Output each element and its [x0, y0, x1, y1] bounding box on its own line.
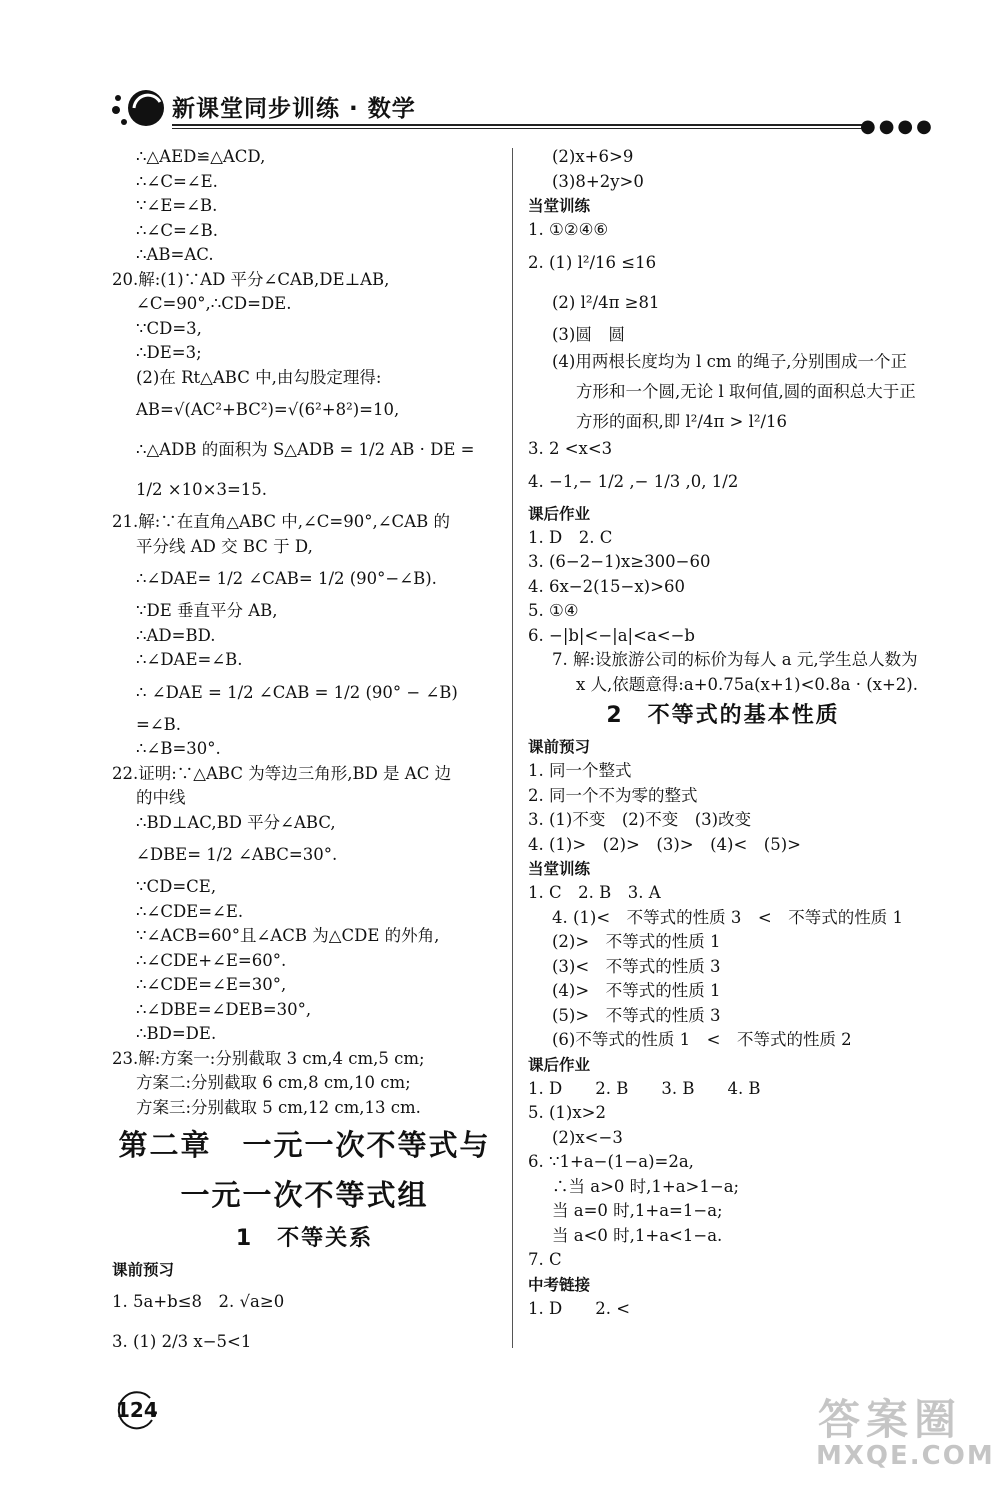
text-line: 方案二:分别截取 6 cm,8 cm,10 cm; — [136, 1073, 411, 1092]
text-line: 5. (1)x>2 — [528, 1103, 606, 1122]
text-line: (2)在 Rt△ABC 中,由勾股定理得: — [136, 367, 382, 387]
text-paragraph: 7. 解:设旅游公司的标价为每人 a 元,学生总人数为 x 人,依题意得:a+0.75a(x+1)<0.8a · (x+2). — [552, 650, 918, 694]
text-line: ∴∠C=∠B. — [136, 220, 218, 240]
text-line: ∵CD=3, — [136, 318, 202, 338]
lesson-title: 1 不等关系 — [235, 1226, 374, 1251]
text-line: ∴△AED≌△ACD, — [136, 147, 266, 166]
text-line: 当 a<0 时,1+a<1−a. — [552, 1225, 723, 1245]
book-logo-icon — [110, 84, 170, 130]
text-line: 1. D 2. C — [528, 527, 613, 547]
text-line: ∴∠DBE=∠DEB=30°, — [136, 999, 312, 1019]
page-header — [100, 82, 935, 137]
text-line: 6. −|b|<−|a|<a<−b — [528, 625, 695, 645]
section-heading: 中考链接 — [528, 1275, 591, 1294]
text-line: ∴DE=3; — [136, 343, 202, 362]
section-heading: 当堂训练 — [528, 197, 591, 215]
text-line: ∴∠CDE=∠E=30°, — [136, 975, 287, 994]
watermark-logo-text: 答案圈 — [818, 1395, 963, 1444]
text-line: 4. (1)> (2)> (3)> (4)< (5)> — [528, 834, 801, 854]
text-line: (2)> 不等式的性质 1 — [552, 932, 721, 951]
text-line: ∴BD=DE. — [136, 1024, 217, 1043]
text-line: (3)圆 圆 — [552, 324, 625, 344]
text-line: (2)x<−3 — [552, 1127, 623, 1147]
text-line: 5. ①④ — [528, 601, 579, 620]
text-line: ∴∠DAE=∠B. — [136, 650, 243, 669]
page-number — [110, 1390, 156, 1430]
problem-22: 22.证明:∵△ABC 为等边三角形,BD 是 AC 边 — [112, 763, 452, 783]
text-line: 当 a=0 时,1+a=1−a; — [552, 1201, 723, 1220]
header-rule-thin — [172, 128, 862, 129]
text-line: 4. 6x−2(15−x)>60 — [528, 576, 685, 596]
text-line: 1. 同一个整式 — [528, 761, 632, 780]
text-line: 平分线 AD 交 BC 于 D, — [136, 536, 313, 556]
text-line: 1. C 2. B 3. A — [528, 883, 661, 902]
formula-line: ∴△ADB 的面积为 S△ADB = 1/2 AB · DE = — [136, 440, 475, 459]
text-line: (6)不等式的性质 1 < 不等式的性质 2 — [552, 1030, 852, 1049]
formula-line: ∠DBE= 1/2 ∠ABC=30°. — [136, 845, 338, 864]
problem-20: 20.解:(1)∵AD 平分∠CAB,DE⊥AB, — [112, 269, 390, 289]
text-line: 3. (6−2−1)x≥300−60 — [528, 552, 711, 571]
problem-23: 23.解:方案一:分别截取 3 cm,4 cm,5 cm; — [112, 1048, 425, 1068]
left-column — [112, 145, 497, 1362]
lesson-title: 2 不等式的基本性质 — [606, 703, 840, 728]
section-heading: 当堂训练 — [528, 860, 591, 878]
header-title: 新课堂同步训练 · 数学 — [172, 96, 416, 122]
text-line: ∵DE 垂直平分 AB, — [136, 601, 278, 620]
section-heading: 课前预习 — [528, 738, 591, 756]
text-line: 1. D 2. < — [528, 1298, 631, 1318]
text-line: ∴BD⊥AC,BD 平分∠ABC, — [136, 812, 336, 832]
text-line: ∵∠ACB=60°且∠ACB 为△CDE 的外角, — [136, 926, 440, 945]
text-line: 方案三:分别截取 5 cm,12 cm,13 cm. — [136, 1097, 421, 1117]
text-line: ∴当 a>0 时,1+a>1−a; — [552, 1176, 740, 1196]
text-line: =∠B. — [136, 714, 182, 734]
page-number-text: 124 — [116, 1398, 158, 1422]
text-line: 3. (1) 2/3 x−5<1 — [112, 1332, 252, 1351]
formula-line: 2. (1) l²/16 ≤16 — [528, 252, 657, 272]
text-line: ∵CD=CE, — [136, 877, 217, 896]
section-heading: 课后作业 — [528, 1055, 591, 1074]
text-line: (4)> 不等式的性质 1 — [552, 981, 721, 1000]
formula-line: 4. −1,− 1/2 ,− 1/3 ,0, 1/2 — [528, 471, 739, 491]
column-divider — [512, 148, 513, 1348]
text-line: (3)8+2y>0 — [552, 171, 644, 191]
text-line: 的中线 — [136, 788, 186, 807]
section-heading: 课后作业 — [528, 504, 591, 523]
text-line: ∴∠B=30°. — [136, 739, 221, 758]
text-line: (2)x+6>9 — [552, 147, 634, 166]
text-line: ∴∠CDE=∠E. — [136, 901, 244, 921]
text-line: ∴∠C=∠E. — [136, 171, 218, 191]
text-line: ∴AD=BD. — [136, 625, 216, 645]
text-line: ∵∠E=∠B. — [136, 196, 218, 215]
text-paragraph: 4. (1)< 不等式的性质 3 < 不等式的性质 1 — [552, 907, 903, 927]
formula-line: (2) l²/4π ≥81 — [552, 292, 660, 312]
header-dots: ●●●● — [860, 116, 935, 137]
formula-line: AB=√(AC²+BC²)=√(6²+8²)=10, — [136, 400, 400, 419]
text-line: 6. ∵1+a−(1−a)=2a, — [528, 1152, 694, 1171]
text-line: ∴∠CDE+∠E=60°. — [136, 950, 287, 970]
text-line: (5)> 不等式的性质 3 — [552, 1005, 721, 1025]
text-line: 1. D 2. B 3. B 4. B — [528, 1078, 761, 1098]
text-line: 1. 5a+b≤8 2. √a≥0 — [112, 1292, 285, 1311]
text-line: ∠C=90°,∴CD=DE. — [136, 294, 292, 313]
watermark — [808, 1385, 995, 1480]
problem-21: 21.解:∵在直角△ABC 中,∠C=90°,∠CAB 的 — [112, 512, 450, 531]
formula-line: ∴∠DAE= 1/2 ∠CAB= 1/2 (90°−∠B). — [136, 569, 437, 588]
chapter-title-line2: 一元一次不等式组 — [180, 1178, 429, 1212]
chapter-title-line1: 第二章 一元一次不等式与 — [118, 1128, 491, 1162]
text-line: 7. C — [528, 1250, 562, 1269]
watermark-url: MXQE.COM — [816, 1441, 995, 1471]
text-line: 1. ①②④⑥ — [528, 220, 609, 239]
text-line: ∴AB=AC. — [136, 245, 214, 264]
formula-line: 1/2 ×10×3=15. — [136, 480, 268, 499]
formula-line: ∴ ∠DAE = 1/2 ∠CAB = 1/2 (90° − ∠B) — [136, 682, 458, 702]
text-line: (3)< 不等式的性质 3 — [552, 956, 721, 976]
section-heading: 课前预习 — [112, 1261, 175, 1279]
text-line: 2. 同一个不为零的整式 — [528, 785, 698, 805]
text-paragraph: (4)用两根长度均为 l cm 的绳子,分别围成一个正方形和一个圆,无论 l 取何值,圆的面积总大于正方形的面积,即 l²/4π > l²/16 — [552, 352, 916, 431]
header-rule — [172, 124, 862, 126]
text-line: 3. 2 <x<3 — [528, 439, 613, 458]
right-column — [528, 145, 918, 1321]
text-line: 3. (1)不变 (2)不变 (3)改变 — [528, 810, 752, 829]
